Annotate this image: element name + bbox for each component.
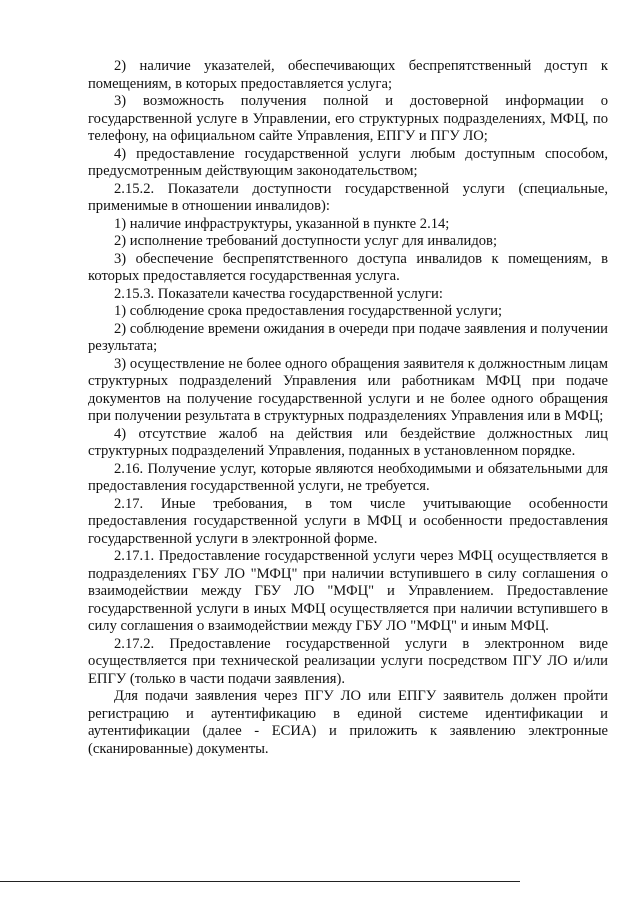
paragraph: 2.17.2. Предоставление государственной услуги в электронном виде осуществляется при технической реализации услуги посредством ПГУ ЛО и/или ЕПГУ (только в части подачи заявления). [88, 635, 608, 687]
paragraph: 2.17.1. Предоставление государственной услуги через МФЦ осуществляется в подразделениях ГБУ ЛО "МФЦ" при наличии вступившего в силу соглашения о взаимодействии между ГБУ ЛО "МФЦ" и Управлением. Предоставление государственной услуги в иных МФЦ осуществляется при наличии вступившего в силу соглашения о взаимодействии между ГБУ ЛО "МФЦ" и иным МФЦ. [88, 548, 608, 634]
paragraph: 2.17. Иные требования, в том числе учитывающие особенности предоставления государственной услуги в МФЦ и особенности предоставления государственной услуги в электронной форме. [88, 495, 608, 547]
paragraph: 4) предоставление государственной услуги любым доступным способом, предусмотренным действующим законодательством; [88, 145, 608, 179]
paragraph: 2.15.3. Показатели качества государственной услуги: [114, 285, 443, 302]
paragraph: Для подачи заявления через ПГУ ЛО или ЕПГУ заявитель должен пройти регистрацию и аутентификацию в единой системе идентификации и аутентификации (далее - ЕСИА) и приложить к заявлению электронные (сканированные) документы. [88, 688, 608, 757]
paragraph: 2.15.2. Показатели доступности государственной услуги (специальные, применимые в отношении инвалидов): [88, 180, 608, 214]
paragraph: 4) отсутствие жалоб на действия или бездействие должностных лиц структурных подразделений Управления, поданных в установленном порядке. [88, 425, 608, 459]
paragraph: 2) наличие указателей, обеспечивающих беспрепятственный доступ к помещениям, в которых предоставляется услуга; [88, 58, 608, 92]
paragraph: 2) соблюдение времени ожидания в очереди при подаче заявления и получении результата; [88, 320, 608, 354]
paragraph: 3) осуществление не более одного обращения заявителя к должностным лицам структурных подразделений Управления или работникам МФЦ при подаче документов на получение государственной услуги и не более одного обращения при получении результата в структурных подразделениях Управления или в МФЦ; [88, 355, 608, 424]
document-body [88, 58, 608, 758]
bottom-rule [0, 881, 520, 882]
paragraph: 3) возможность получения полной и достоверной информации о государственной услуге в Управлении, его структурных подразделениях, МФЦ, по телефону, на официальном сайте Управления, ЕПГУ и ПГУ ЛО; [88, 93, 608, 144]
paragraph: 2.16. Получение услуг, которые являются необходимыми и обязательными для предоставления государственной услуги, не требуется. [88, 460, 608, 494]
paragraph: 2) исполнение требований доступности услуг для инвалидов; [114, 233, 498, 249]
paragraph: 1) соблюдение срока предоставления государственной услуги; [114, 303, 503, 319]
paragraph: 1) наличие инфраструктуры, указанной в пункте 2.14; [114, 215, 450, 232]
paragraph: 3) обеспечение беспрепятственного доступа инвалидов к помещениям, в которых предоставляется государственная услуга. [88, 250, 608, 284]
